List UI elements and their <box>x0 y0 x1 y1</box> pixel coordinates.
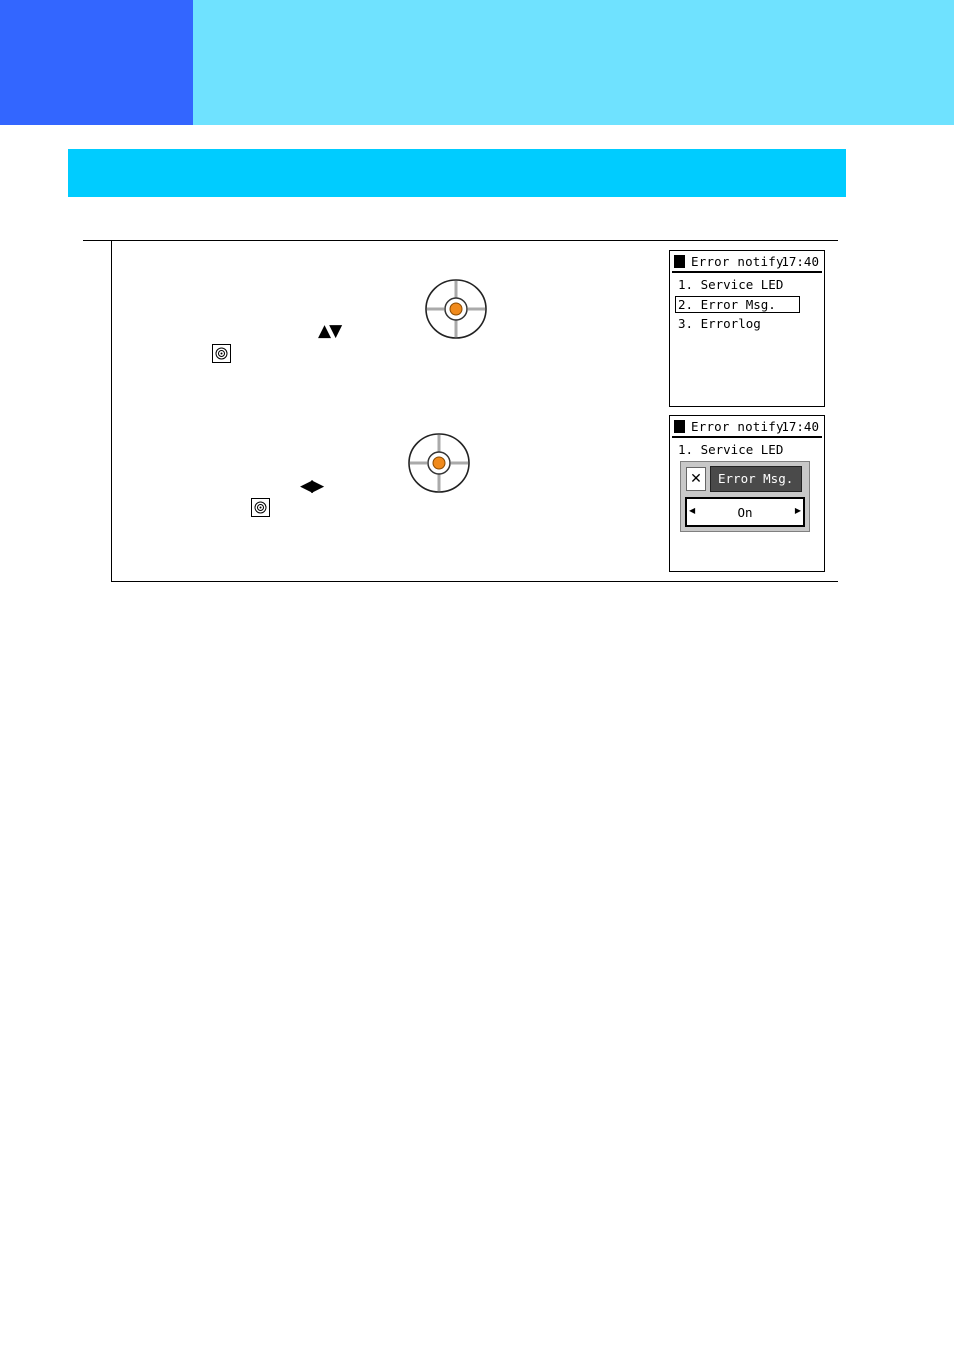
header-right-block <box>193 0 954 125</box>
lcd-screen-menu <box>669 250 825 407</box>
menu-item-error-msg[interactable]: 2. Error Msg. <box>675 296 800 313</box>
lcd-time: 17:40 <box>781 254 819 269</box>
lcd-title-bar <box>672 253 822 273</box>
procedure-frame-bottom <box>111 581 838 582</box>
value-selector[interactable] <box>685 497 805 527</box>
center-key-icon <box>212 344 231 363</box>
procedure-frame-left <box>111 240 112 581</box>
title-marker-icon <box>674 420 685 433</box>
arrow-left-icon[interactable]: ◀ <box>689 506 696 515</box>
procedure-frame-top <box>83 240 838 241</box>
header-left-block <box>0 0 193 125</box>
joystick-icon <box>407 432 471 494</box>
menu-item-errorlog[interactable]: 3. Errorlog <box>678 316 761 331</box>
joystick-icon <box>424 278 488 340</box>
lcd-title: Error notify <box>691 254 784 269</box>
lcd-title: Error notify <box>691 419 784 434</box>
center-key-icon <box>251 498 270 517</box>
left-right-arrow-icon: ◀▶ <box>300 476 323 496</box>
selected-value: On <box>737 505 753 520</box>
up-down-arrow-icon: ▲▼ <box>318 321 341 341</box>
menu-item-service-led[interactable]: 1. Service LED <box>678 442 784 457</box>
section-title-bar <box>68 149 846 197</box>
menu-item-service-led[interactable]: 1. Service LED <box>678 277 784 292</box>
lcd-screen-setting <box>669 415 825 572</box>
setting-popup <box>680 461 810 532</box>
title-marker-icon <box>674 255 685 268</box>
arrow-right-icon[interactable]: ▶ <box>794 506 801 515</box>
popup-title: Error Msg. <box>710 466 802 492</box>
close-icon[interactable]: ✕ <box>686 467 706 491</box>
lcd-time: 17:40 <box>781 419 819 434</box>
lcd-title-bar <box>672 418 822 438</box>
